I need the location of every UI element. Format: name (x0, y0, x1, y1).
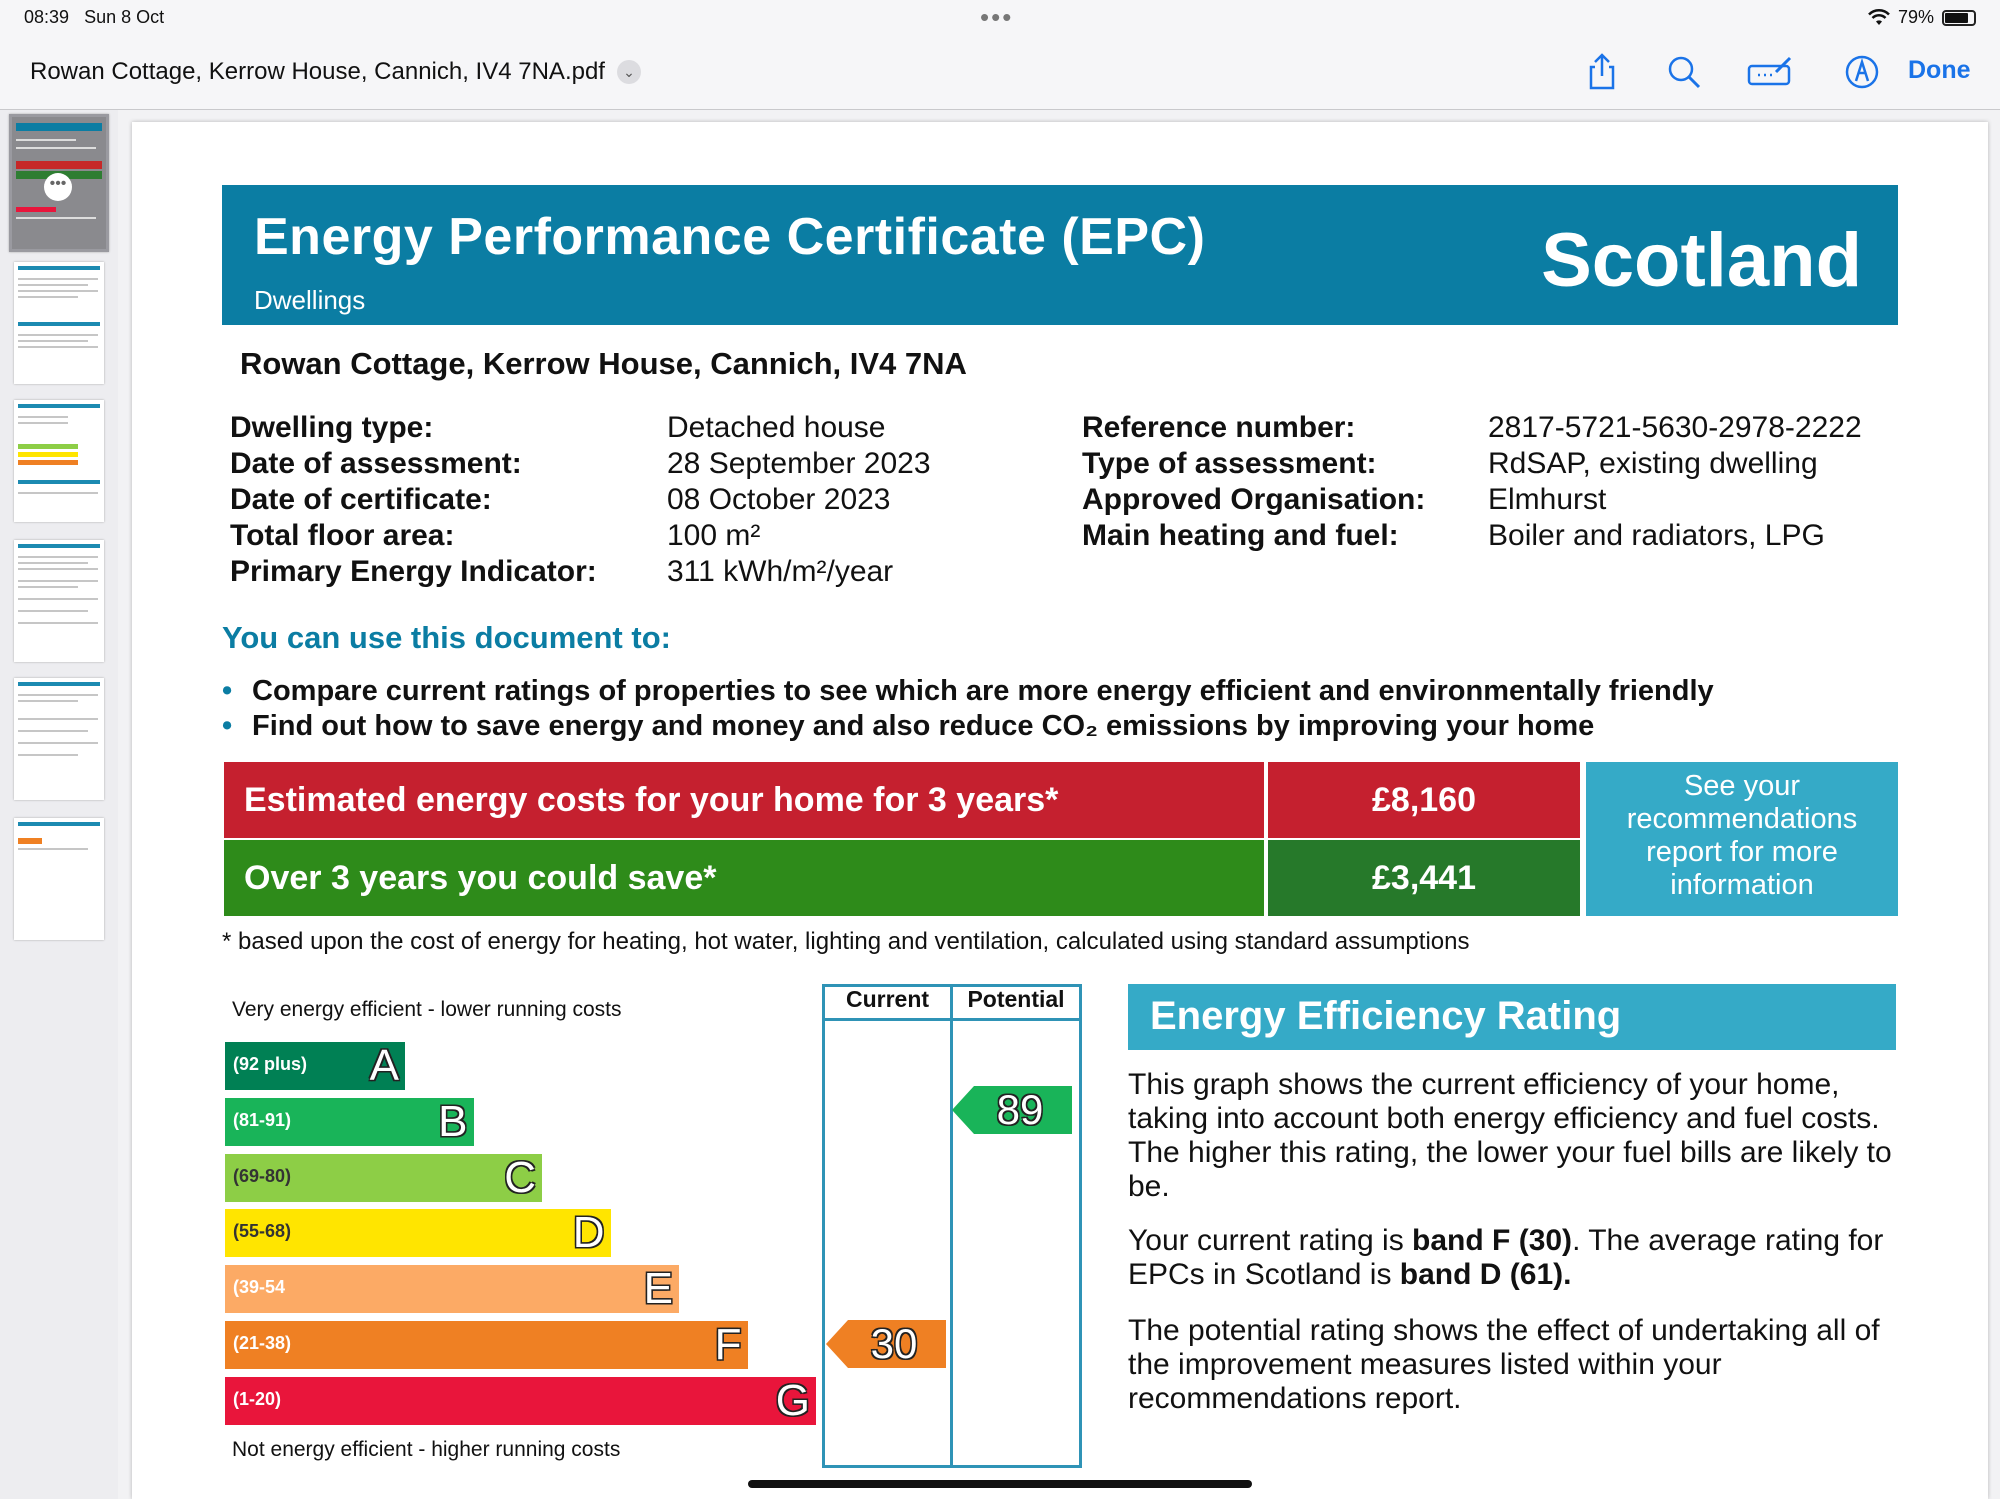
info-value: 28 September 2023 (667, 447, 931, 480)
band-letter: D (572, 1208, 605, 1258)
rating-band-d (225, 1209, 611, 1257)
info-value: 08 October 2023 (667, 483, 891, 516)
graph-bottom-caption: Not energy efficient - higher running costs (232, 1438, 621, 1461)
page-thumbnail-6[interactable] (14, 818, 104, 940)
page-thumbnail-2[interactable] (14, 262, 104, 384)
property-address: Rowan Cottage, Kerrow House, Cannich, IV4 7NA (240, 346, 967, 381)
battery-percent: 79% (1897, 7, 1934, 27)
see-recommendations-box: See your recommendations report for more information (1586, 762, 1898, 916)
graph-top-caption: Very energy efficient - lower running costs (232, 998, 622, 1021)
cost-footnote: * based upon the cost of energy for heating, hot water, lighting and ventilation, calculated using standard assumptions (222, 928, 1470, 955)
page-thumbnail-5[interactable] (14, 678, 104, 800)
eer-heading: Energy Efficiency Rating (1128, 984, 1896, 1050)
home-indicator[interactable] (748, 1480, 1252, 1488)
band-range: (92 plus) (233, 1054, 308, 1074)
eer-paragraph-1: This graph shows the current efficiency of your home, taking into account both energy efficiency and fuel costs. The higher this rating, the lower your fuel bills are likely to be. (1128, 1068, 1892, 1203)
status-bar (0, 0, 2000, 34)
info-value: RdSAP, existing dwelling (1488, 447, 1818, 480)
eer-paragraph-3: The potential rating shows the effect of undertaking all of the improvement measures listed within your recommendations report. (1128, 1314, 1880, 1415)
eer-current-band: band F (30) (1412, 1224, 1573, 1257)
page-thumbnails-sidebar (0, 110, 118, 1499)
right-info-values (1488, 410, 1862, 554)
savings-label: Over 3 years you could save* (224, 840, 1264, 916)
eer-paragraph-2 (1128, 1224, 1898, 1292)
band-letter: F (714, 1320, 742, 1369)
more-options-icon[interactable]: ••• (44, 173, 72, 201)
current-rating-value: 30 (870, 1320, 918, 1367)
bullet-item: • Compare current ratings of properties to see which are more energy efficient and environmentally friendly (222, 674, 1714, 709)
status-time (24, 7, 164, 28)
band-range: (69-80) (233, 1165, 292, 1186)
info-label: Type of assessment: (1082, 447, 1377, 480)
info-label: Primary Energy Indicator: (230, 555, 597, 588)
use-document-heading: You can use this document to: (222, 620, 671, 655)
info-label: Date of certificate: (230, 483, 492, 516)
info-label: Main heating and fuel: (1082, 519, 1399, 552)
info-value: 2817-5721-5630-2978-2222 (1488, 411, 1862, 444)
multitasking-dots-icon[interactable]: ••• (980, 2, 1014, 32)
page-thumbnail-4[interactable] (14, 540, 104, 662)
info-value: Elmhurst (1488, 483, 1607, 516)
epc-subtitle: Dwellings (254, 285, 366, 315)
markup-icon[interactable] (1746, 52, 1796, 92)
rating-columns-header-line (822, 1018, 1082, 1021)
left-info-values (667, 410, 931, 590)
date: Sun 8 Oct (84, 7, 165, 27)
info-value: Detached house (667, 411, 886, 444)
rating-band-f (225, 1321, 748, 1369)
search-icon[interactable] (1664, 52, 1704, 92)
use-bullets (222, 674, 1714, 744)
done-button[interactable]: Done (1908, 56, 1971, 84)
document-title[interactable] (30, 58, 641, 86)
info-label: Reference number: (1082, 411, 1356, 444)
band-range: (55-68) (233, 1221, 292, 1242)
epc-header (222, 185, 1898, 325)
page-thumbnail-3[interactable] (14, 400, 104, 522)
potential-rating-arrow (952, 1086, 1072, 1134)
estimated-costs-value: £8,160 (1268, 762, 1580, 838)
chevron-down-icon[interactable]: ⌄ (617, 60, 641, 84)
eer-average-band: band D (61). (1399, 1258, 1572, 1291)
pdf-toolbar (0, 34, 2000, 110)
band-range: (21-38) (233, 1333, 292, 1353)
epc-country: Scotland (1541, 218, 1862, 303)
bullet-item: • Find out how to save energy and money and also reduce CO₂ emissions by improving your home (222, 709, 1714, 744)
battery-icon (1942, 10, 1976, 26)
annotate-icon[interactable] (1842, 52, 1882, 92)
wifi-icon (1868, 9, 1890, 27)
band-letter: E (643, 1264, 673, 1314)
right-info-labels (1082, 410, 1425, 554)
eer-text-part: Your current rating is (1128, 1224, 1413, 1257)
potential-column-header: Potential (967, 986, 1065, 1012)
band-letter: B (438, 1096, 468, 1146)
band-letter: A (369, 1041, 399, 1090)
savings-value: £3,441 (1268, 840, 1580, 916)
rating-band-c (225, 1154, 542, 1202)
page-thumbnail-1[interactable] (9, 114, 109, 252)
info-value: Boiler and radiators, LPG (1488, 519, 1825, 552)
band-range: (1-20) (233, 1388, 282, 1409)
info-label: Approved Organisation: (1082, 483, 1426, 516)
band-range: (39-54 (233, 1277, 286, 1298)
epc-title: Energy Performance Certificate (EPC) (254, 208, 1206, 266)
info-value: 311 kWh/m²/year (667, 555, 894, 588)
status-right (1868, 7, 1976, 28)
rating-band-a (225, 1042, 405, 1090)
eer-text-part: . The average rating for EPCs in Scotland is (1128, 1224, 1884, 1291)
info-value: 100 m² (667, 519, 761, 552)
estimated-costs-label: Estimated energy costs for your home for 3 years* (224, 762, 1264, 838)
rating-band-b (225, 1098, 474, 1146)
rating-columns-divider (950, 984, 953, 1468)
info-label: Dwelling type: (230, 411, 434, 444)
band-letter: C (504, 1152, 536, 1202)
info-label: Total floor area: (230, 519, 455, 552)
band-letter: G (775, 1375, 810, 1425)
current-column-header: Current (845, 986, 930, 1012)
clock: 08:39 (24, 7, 70, 27)
band-range: (81-91) (233, 1109, 292, 1130)
potential-rating-value: 89 (996, 1086, 1044, 1133)
rating-band-g (225, 1377, 816, 1425)
left-info-labels (230, 410, 597, 590)
info-label: Date of assessment: (230, 447, 522, 480)
document-title-text: Rowan Cottage, Kerrow House, Cannich, IV4 7NA.pdf (30, 58, 605, 85)
share-icon[interactable] (1582, 52, 1622, 92)
rating-band-e (225, 1265, 679, 1313)
current-rating-arrow (826, 1320, 946, 1368)
